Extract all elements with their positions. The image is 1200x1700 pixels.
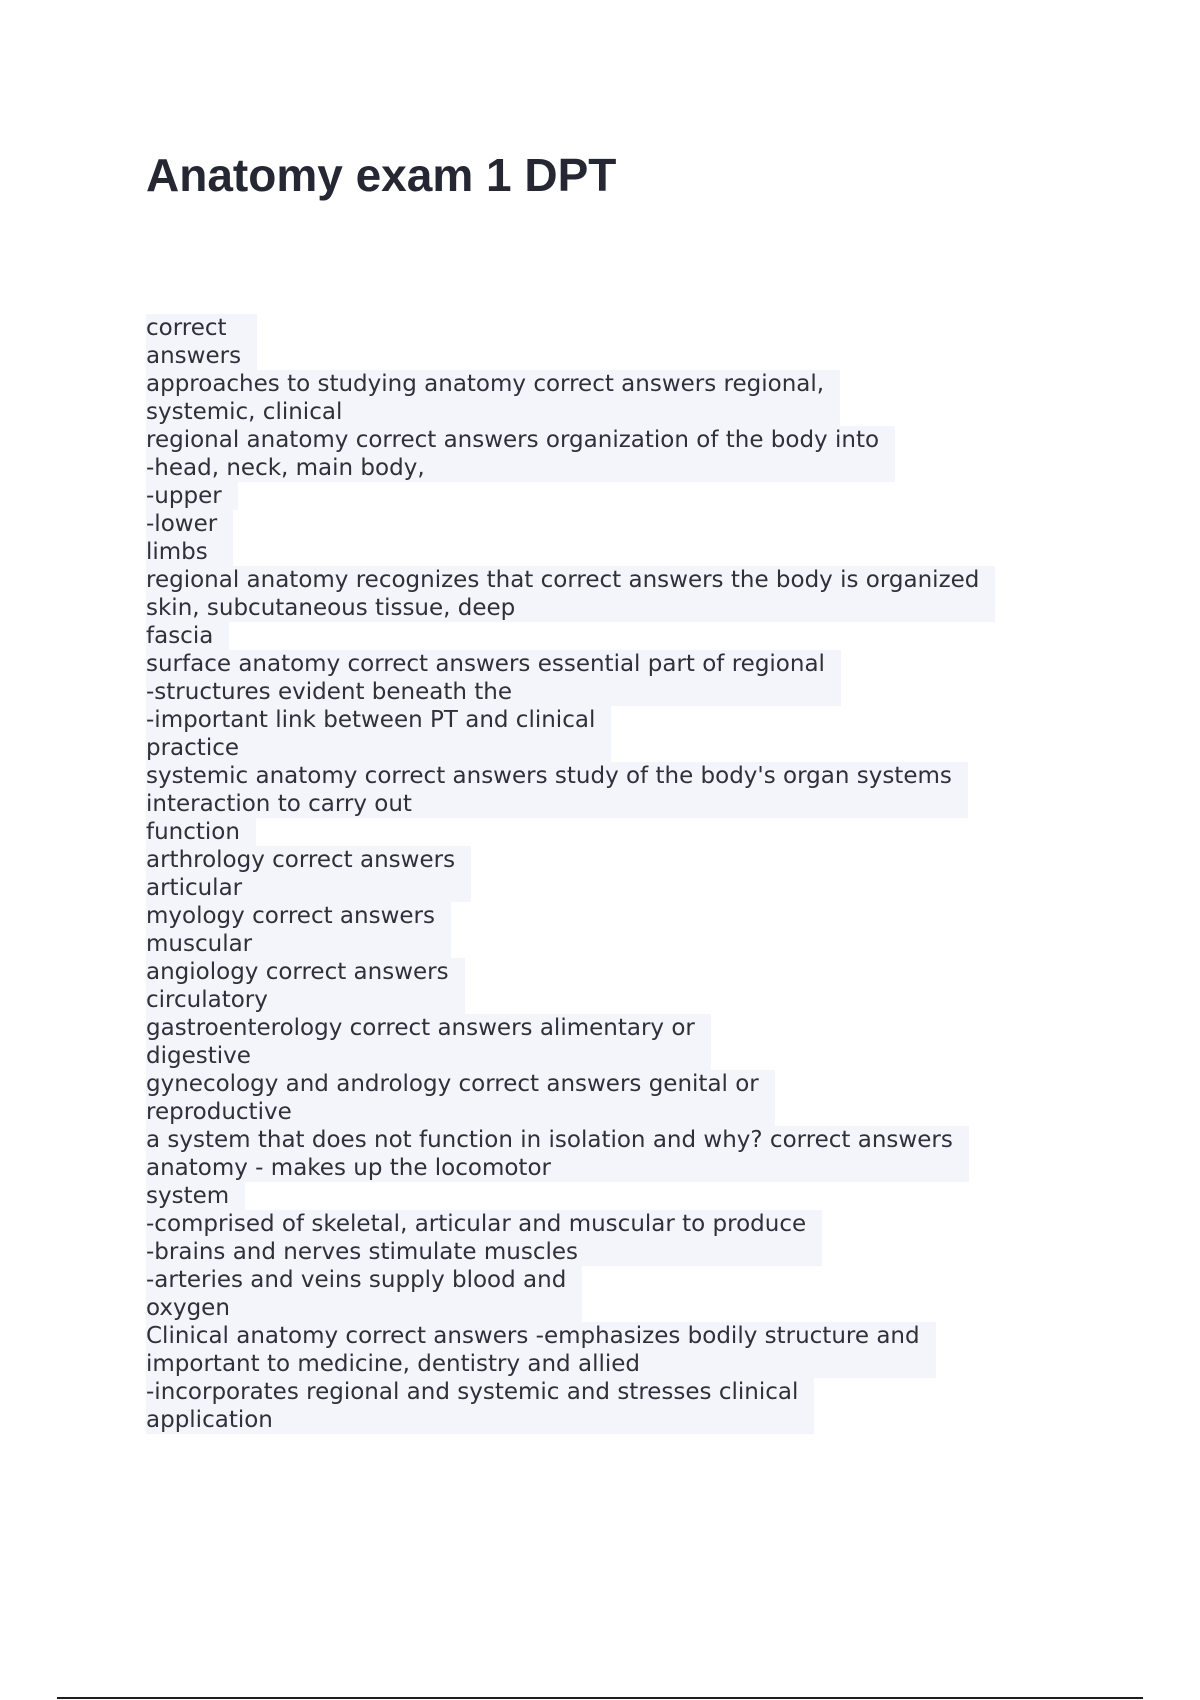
text-line: regional anatomy correct answers organization of the body into	[146, 427, 880, 453]
text-block	[146, 1182, 245, 1210]
text-line: -arteries and veins supply blood and	[146, 1267, 567, 1293]
text-line: circulatory	[146, 987, 268, 1013]
text-line: muscular	[146, 931, 253, 957]
text-line: approaches to studying anatomy correct answers regional,	[146, 371, 825, 397]
text-block	[146, 706, 611, 762]
text-line: regional anatomy recognizes that correct answers the body is organized	[146, 567, 980, 593]
text-line: system	[146, 1183, 230, 1209]
text-line: systemic, clinical	[146, 399, 343, 425]
text-line: arthrology correct answers	[146, 847, 456, 873]
text-block	[146, 762, 968, 818]
text-line: skin, subcutaneous tissue, deep	[146, 595, 516, 621]
text-line: systemic anatomy correct answers study of the body's organ systems	[146, 763, 952, 789]
text-line: important to medicine, dentistry and allied	[146, 1351, 640, 1377]
text-line: a system that does not function in isolation and why? correct answers	[146, 1127, 953, 1153]
text-block	[146, 902, 451, 958]
text-block	[146, 1070, 775, 1126]
text-block	[146, 846, 471, 902]
text-block	[146, 1378, 814, 1434]
text-line: gastroenterology correct answers alimentary or	[146, 1015, 695, 1041]
text-block	[146, 1210, 822, 1266]
text-block	[146, 958, 465, 1014]
text-block	[146, 482, 238, 510]
text-line: -brains and nerves stimulate muscles	[146, 1239, 579, 1265]
footer-divider	[57, 1697, 1143, 1699]
text-line: -structures evident beneath the	[146, 679, 513, 705]
text-block	[146, 566, 995, 622]
text-line: digestive	[146, 1043, 251, 1069]
text-line: correct	[146, 315, 227, 341]
text-block	[146, 510, 233, 566]
text-line: reproductive	[146, 1099, 292, 1125]
text-line: angiology correct answers	[146, 959, 449, 985]
text-line: Clinical anatomy correct answers -emphasizes bodily structure and	[146, 1323, 920, 1349]
text-block	[146, 818, 256, 846]
text-line: -comprised of skeletal, articular and muscular to produce	[146, 1211, 807, 1237]
document-body	[146, 314, 1076, 1434]
document-title: Anatomy exam 1 DPT	[146, 149, 617, 201]
text-line: -head, neck, main body,	[146, 455, 425, 481]
text-block	[146, 1322, 936, 1378]
text-line: -lower	[146, 511, 218, 537]
text-line: limbs	[146, 539, 208, 565]
text-line: -incorporates regional and systemic and stresses clinical	[146, 1379, 799, 1405]
text-block	[146, 1266, 582, 1322]
text-line: -important link between PT and clinical	[146, 707, 596, 733]
text-line: interaction to carry out	[146, 791, 412, 817]
text-line: fascia	[146, 623, 214, 649]
text-block	[146, 1126, 969, 1182]
text-line: practice	[146, 735, 239, 761]
text-line: application	[146, 1407, 273, 1433]
text-block	[146, 650, 841, 706]
text-line: oxygen	[146, 1295, 230, 1321]
text-line: articular	[146, 875, 243, 901]
text-line: function	[146, 819, 240, 845]
text-line: -upper	[146, 483, 222, 509]
text-line: gynecology and andrology correct answers genital or	[146, 1071, 759, 1097]
text-block	[146, 314, 257, 370]
text-line: answers	[146, 343, 242, 369]
text-line: myology correct answers	[146, 903, 435, 929]
text-line: anatomy - makes up the locomotor	[146, 1155, 551, 1181]
text-block	[146, 1014, 711, 1070]
text-block	[146, 370, 840, 426]
text-block	[146, 426, 895, 482]
text-block	[146, 622, 229, 650]
text-line: surface anatomy correct answers essential part of regional	[146, 651, 825, 677]
